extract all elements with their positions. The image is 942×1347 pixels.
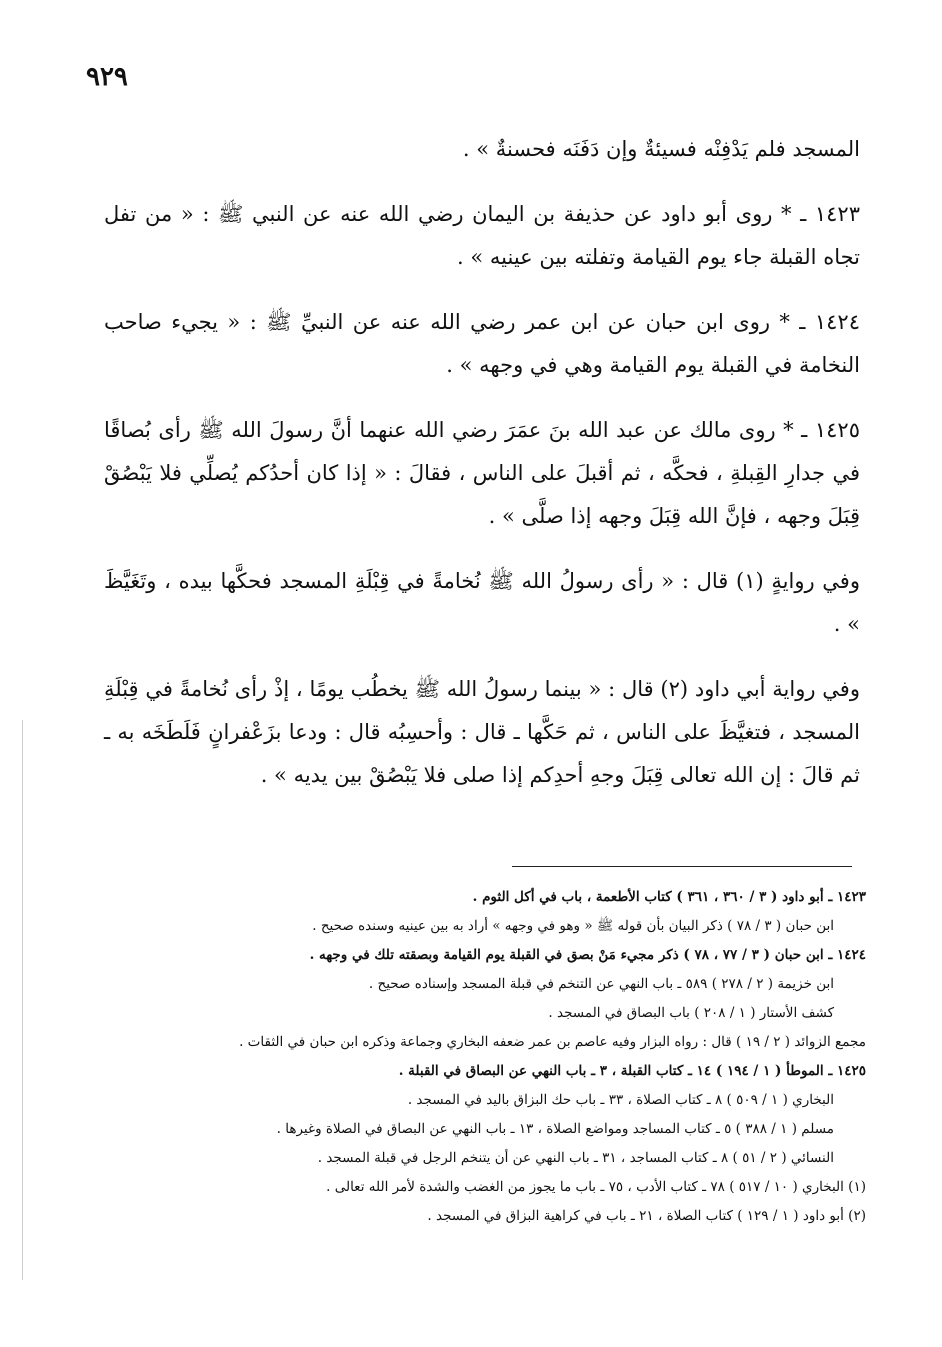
footnote-line: ١٤٢٥ ـ الموطأ ( ١ / ١٩٤ ) ١٤ ـ كتاب القبلة ، ٣ ـ باب النهي عن البصاق في القبلة . — [398, 1063, 866, 1079]
page-edge-line — [22, 720, 23, 1280]
hadith-1424: ١٤٢٤ ـ * روى ابن حبان عن ابن عمر رضي الله عنه عن النبيِّ ﷺ : « يجيء صاحب النخامة في القبلة يوم القيامة وهي في وجهه » . — [104, 310, 860, 377]
paragraph-continuation: المسجد فلم يَدْفِنْه فسيئةٌ وإن دَفَنَه فحسنةٌ » . — [462, 137, 860, 161]
footnote-separator — [512, 866, 852, 867]
footnotes — [104, 883, 866, 1231]
footnote-line: مسلم ( ١ / ٣٨٨ ) ٥ ـ كتاب المساجد ومواضع الصلاة ، ١٣ ـ باب النهي عن البصاق في الصلاة وغيرها . — [276, 1121, 834, 1137]
footnote-line: (١) البخاري ( ١٠ / ٥١٧ ) ٧٨ ـ كتاب الأدب ، ٧٥ ـ باب ما يجوز من الغضب والشدة لأمر الله تعالى . — [326, 1179, 866, 1195]
footnote-line: ابن حبان ( ٣ / ٧٨ ) ذكر البيان بأن قوله ﷺ « وهو في وجهه » أراد به بين عينيه وسنده صحيح . — [312, 918, 834, 934]
footnote-line: البخاري ( ١ / ٥٠٩ ) ٨ ـ كتاب الصلاة ، ٣٣ ـ باب حك البزاق باليد في المسجد . — [407, 1092, 834, 1108]
riwaya-abi-dawud-paragraph: وفي رواية أبي داود (٢) قال : « بينما رسولُ الله ﷺ يخطُب يومًا ، إذْ رأى نُخامةً في قِبْلَةِ المسجد ، فتغيَّظَ على الناس ، ثم حَكَّها ـ قال : وأحسِبُه قال : ودعا بزَعْفرانٍ فَلَطَخَه به ـ ثم قالَ : إن الله تعالى قِبَلَ وجهِ أحدِكم إذا صلى فلا يَبْصُقْ بين يديه » . — [104, 677, 860, 787]
hadith-1425: ١٤٢٥ ـ * روى مالك عن عبد الله بنَ عمَرَ رضي الله عنهما أنَّ رسولَ الله ﷺ رأى بُصاقًا في جدارِ القِبلةِ ، فحكَّه ، ثم أقبلَ على الناس ، فقالَ : « إذا كان أحدُكم يُصلِّي فلا يَبْصُقْ قِبَلَ وجهه ، فإنَّ الله قِبَلَ وجهه إذا صلَّى » . — [104, 418, 860, 528]
footnote-line: ١٤٢٣ ـ أبو داود ( ٣ / ٣٦٠ ، ٣٦١ ) كتاب الأطعمة ، باب في أكل الثوم . — [472, 889, 866, 905]
footnote-line: ١٤٢٤ ـ ابن حبان ( ٣ / ٧٧ ، ٧٨ ) ذكر مجيء مَنْ بصق في القبلة يوم القيامة وبصقته تلك في وجهه . — [309, 947, 866, 963]
footnote-line: مجمع الزوائد ( ٢ / ١٩ ) قال : رواه البزار وفيه عاصم بن عمر ضعفه البخاري وجماعة وذكره ابن حبان في الثقات . — [239, 1034, 866, 1050]
hadith-1423: ١٤٢٣ ـ * روى أبو داود عن حذيفة بن اليمان رضي الله عنه عن النبي ﷺ : « من تفل تجاه القبلة جاء يوم القيامة وتفلته بين عينيه » . — [104, 202, 860, 269]
footnote-line: النسائي ( ٢ / ٥١ ) ٨ ـ كتاب المساجد ، ٣١ ـ باب النهي عن أن يتنخم الرجل في قبلة المسجد . — [317, 1150, 834, 1166]
main-text — [104, 128, 860, 819]
riwaya-paragraph: وفي روايةٍ (١) قال : « رأى رسولُ الله ﷺ نُخامةً في قِبْلَةِ المسجد فحكَّها بيده ، وتَغَيَّظَ » . — [104, 569, 860, 636]
footnote-line: ابن خزيمة ( ٢ / ٢٧٨ ) ٥٨٩ ـ باب النهي عن التنخم في قبلة المسجد وإسناده صحيح . — [368, 976, 834, 992]
footnote-line: (٢) أبو داود ( ١ / ١٢٩ ) كتاب الصلاة ، ٢١ ـ باب في كراهية البزاق في المسجد . — [427, 1208, 866, 1224]
footnote-line: كشف الأستار ( ١ / ٢٠٨ ) باب البصاق في المسجد . — [548, 1005, 834, 1021]
page-number: ٩٢٩ — [86, 62, 128, 92]
